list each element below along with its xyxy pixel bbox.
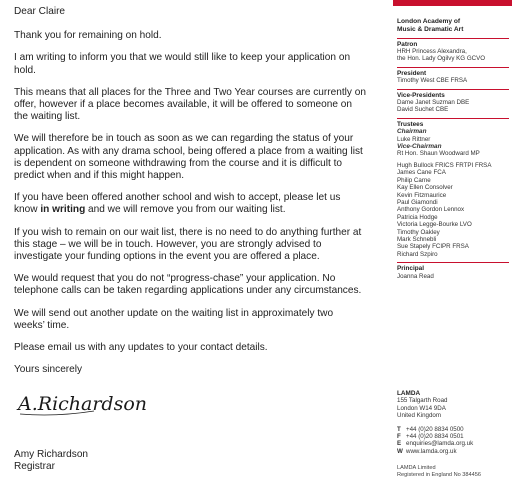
trustee-name: Kay Ellen Consolver: [397, 184, 453, 192]
registration-line-2: Registered in England No 384456: [397, 471, 481, 478]
website-link[interactable]: www.lamda.org.uk: [406, 447, 457, 455]
paragraph-5-text-b: and we will remove you from our waiting list.: [85, 204, 286, 216]
letter-body: [14, 6, 366, 386]
fax-number: +44 (0)20 8834 0501: [406, 433, 464, 441]
letterhead-sidebar: [397, 0, 509, 284]
vice-president-name: David Suchet CBE: [397, 106, 449, 114]
trustee-name: Victoria Legge-Bourke LVO: [397, 221, 472, 229]
trustee-name: Mark Schnebli: [397, 235, 437, 243]
principal-heading: Principal: [397, 265, 424, 273]
trustee-name: Kevin Fitzmaurice: [397, 191, 447, 199]
vice-president-name: Dame Janet Suzman DBE: [397, 99, 470, 107]
president-block: [397, 70, 509, 85]
trustees-heading: Trustees: [397, 120, 424, 128]
patron-block: [397, 41, 509, 63]
signature-text: A.Richardson: [18, 393, 148, 415]
org-name: [397, 18, 509, 34]
telephone-number: +44 (0)20 8834 0500: [406, 425, 464, 433]
president-heading: President: [397, 69, 427, 77]
registration-info: [397, 465, 509, 479]
paragraph-2: I am writing to inform you that we would still like to keep your application on hold.: [14, 52, 351, 76]
patron-line-2: the Hon. Lady Ogilvy KG GCVO: [397, 55, 486, 63]
principal-name: Joanna Read: [397, 272, 434, 280]
email-row: [397, 440, 509, 447]
paragraph-1: Thank you for remaining on hold.: [14, 30, 162, 42]
paragraph-7: We would request that you do not “progress-chase” your application. No telephone calls can be taken regarding applications under any circumstances.: [14, 273, 362, 297]
president-name: Timothy West CBE FRSA: [397, 77, 468, 85]
vice-chairman-name: Rt Hon. Shaun Woodward MP: [397, 150, 480, 158]
trustee-name: Anthony Gordon Lennox: [397, 206, 465, 214]
paragraph-4: We will therefore be in touch as soon as we can regarding the status of your application. As with any drama school, being offered a place from a waiting list is dependent on someone withdrawing from the course and it is difficult to predict when and if this might happen.: [14, 133, 363, 182]
chairman-name: Luke Rittner: [397, 135, 431, 143]
registration-line-1: LAMDA Limited: [397, 465, 436, 471]
signer-block: [14, 449, 88, 474]
trustees-block: [397, 121, 509, 258]
trustee-name: Richard Szpiro: [397, 250, 438, 258]
telephone-label: T: [397, 425, 401, 433]
signer-title: Registrar: [14, 461, 55, 473]
signer-name: Amy Richardson: [14, 449, 89, 460]
trustee-name: Paul Giamondi: [397, 198, 438, 206]
patron-heading: Patron: [397, 40, 418, 48]
email-link[interactable]: enquiries@lamda.org.uk: [406, 440, 474, 448]
address-line: London W14 9DA: [397, 404, 446, 412]
trustee-name: Timothy Oakley: [397, 228, 440, 236]
trustee-name: Hugh Bullock FRICS FRTPI FRSA: [397, 161, 492, 169]
email-label: E: [397, 440, 402, 448]
paragraph-5-emphasis: in writing: [40, 204, 86, 216]
vice-presidents-block: [397, 92, 509, 114]
vice-presidents-heading: Vice-Presidents: [397, 91, 445, 99]
contact-org-name: LAMDA: [397, 390, 421, 397]
contact-block: [397, 390, 509, 455]
greeting: Dear Claire: [14, 6, 66, 17]
paragraph-3: This means that all places for the Three and Two Year courses are currently on offer, however if a place becomes available, it will be offered to someone on the waiting list.: [14, 86, 366, 123]
trustee-name: Philip Carne: [397, 176, 431, 184]
fax-row: [397, 433, 509, 440]
closing: Yours sincerely: [14, 364, 83, 376]
web-row: [397, 448, 509, 455]
paragraph-9: Please email us with any updates to your contact details.: [14, 342, 268, 354]
paragraph-5: [14, 192, 366, 216]
telephone-row: [397, 426, 509, 433]
trustee-name: Sue Stapely FCIPR FRSA: [397, 243, 469, 251]
trustee-name: Patricia Hodge: [397, 213, 438, 221]
signature-image: [16, 384, 148, 420]
org-name-line-2: Music & Dramatic Art: [397, 25, 464, 33]
web-label: W: [397, 447, 403, 455]
principal-block: [397, 265, 509, 280]
vice-chairman-label: Vice-Chairman: [397, 143, 442, 151]
address-line: 155 Talgarth Road: [397, 397, 448, 405]
paragraph-6: If you wish to remain on our wait list, there is no need to do anything further at this stage – we will be in touch. However, you are strongly advised to investigate your funding options in the event you are offered a place.: [14, 226, 362, 263]
trustee-name: James Cane FCA: [397, 169, 446, 177]
paragraph-8: We will send out another update on the waiting list in approximately two weeks’ time.: [14, 307, 334, 331]
org-name-line-1: London Academy of: [397, 18, 461, 25]
address-line: United Kingdom: [397, 412, 442, 420]
fax-label: F: [397, 433, 401, 441]
patron-line-1: HRH Princess Alexandra,: [397, 48, 467, 55]
paragraph-5-text-a: If you have been offered another school and wish to accept, please let us know: [14, 192, 341, 216]
chairman-label: Chairman: [397, 128, 427, 136]
